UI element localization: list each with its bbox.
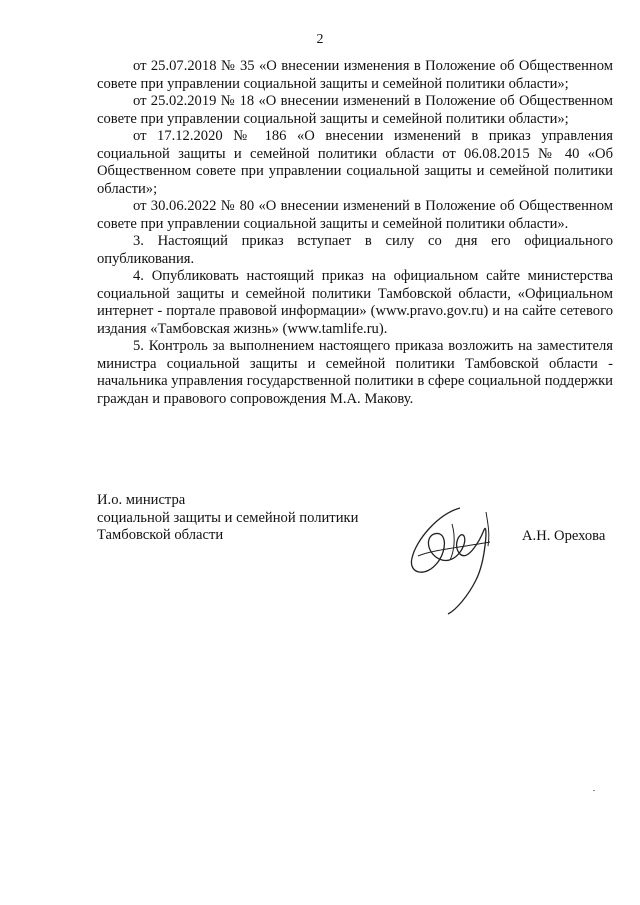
paragraph-item-4: 4. Опубликовать настоящий приказ на официальном сайте министерства социальной защиты и семейной политики Тамбовской области, «Официальном интернет - портале правовой информации» (www.pravo.gov.ru) и на сайте сетевого издания «Тамбовская жизнь» (www.tamlife.ru). [97,268,613,337]
signatory-position [97,492,397,545]
position-line-1: И.о. министра [97,492,186,508]
handwritten-signature [398,500,508,620]
paragraph-order-2019: от 25.02.2019 № 18 «О внесении изменений в Положение об Общественном совете при управлении социальной защиты и семейной политики области»; [97,93,613,127]
page-number: 2 [316,32,324,47]
paragraph-item-5: 5. Контроль за выполнением настоящего приказа возложить на заместителя министра социальной защиты и семейной политики Тамбовской области - начальника управления государственной политики в сфере социальной поддержки граждан и правового сопровождения М.А. Макову. [97,338,613,407]
paragraph-order-2018: от 25.07.2018 № 35 «О внесении изменения в Положение об Общественном совете при управлении социальной защиты и семейной политики области»; [97,58,613,92]
position-line-2: социальной защиты и семейной политики [97,509,359,526]
signer-name: А.Н. Орехова [522,528,606,544]
paragraph-order-2020: от 17.12.2020 № 186 «О внесении изменений в приказ управления социальной защиты и семейной политики области от 06.08.2015 № 40 «Об Общественном совете при управлении социальной защиты и семейной политики области»; [97,128,613,197]
document-body [97,58,613,408]
paragraph-item-3: 3. Настоящий приказ вступает в силу со дня его официального опубликования. [97,233,613,267]
position-line-3: Тамбовской области [97,527,224,543]
scan-speck [593,790,595,791]
paragraph-order-2022: от 30.06.2022 № 80 «О внесении изменений в Положение об Общественном совете при управлении социальной защиты и семейной политики области». [97,198,613,232]
